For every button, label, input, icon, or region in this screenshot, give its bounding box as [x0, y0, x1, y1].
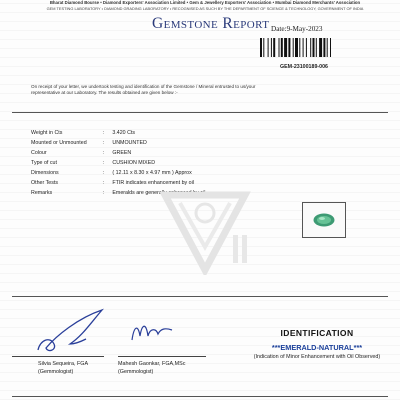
- signatory-name: Silvia Sequeira, FGA: [38, 361, 89, 367]
- signatory-role: (Gemmologist): [38, 369, 74, 375]
- letterhead-line-lab: GEM TESTING LABORATORY • DIAMOND GRADING LABORATORY • RECOGNISED AS SUCH BY THE DEPARTMENT OF SCIENCE & TECHNOLOGY, GOVERNMENT OF INDIA: [46, 5, 364, 11]
- signature-sequeira: [30, 306, 110, 356]
- gemstone-photo: [302, 202, 346, 238]
- signatory-2: [118, 360, 185, 376]
- detail-label: Colour: [31, 150, 47, 156]
- signatory-1: [38, 360, 88, 376]
- emerald-stone-icon: [303, 203, 345, 237]
- signature-gaonkar: [128, 312, 176, 348]
- divider-top: [12, 112, 388, 113]
- detail-row-weight: [31, 128, 291, 138]
- detail-colon: :: [102, 180, 104, 186]
- detail-value: CUSHION MIXED: [112, 160, 156, 166]
- detail-row-dimensions: [31, 168, 291, 178]
- divider-middle: [12, 296, 388, 297]
- detail-value: Emeralds are generally enhanced by oil: [112, 190, 206, 196]
- signature-line-1: [12, 356, 104, 357]
- signatory-name: Mahesh Gaonkar, FGA,MSc: [118, 361, 186, 367]
- identification-block: [238, 328, 396, 360]
- detail-value: FTIR indicates enhancement by oil: [112, 180, 194, 186]
- signature-line-2: [118, 356, 206, 357]
- identification-note: (Indication of Minor Enhancement with Oil Observed): [253, 354, 381, 360]
- detail-value: ( 12.11 x 8.30 x 4.97 mm ) Approx: [112, 170, 192, 176]
- detail-value: 3.420 Cts: [112, 130, 136, 136]
- detail-colon: :: [102, 130, 104, 136]
- detail-colon: :: [102, 160, 104, 166]
- detail-colon: :: [102, 140, 104, 146]
- detail-label: Type of cut: [31, 160, 57, 166]
- letterhead: [20, 0, 390, 11]
- detail-value: UNMOUNTED: [112, 140, 147, 146]
- detail-value: GREEN: [112, 150, 132, 156]
- detail-colon: :: [102, 170, 104, 176]
- detail-label: Dimensions: [31, 170, 59, 176]
- lab-emblem-watermark: [150, 185, 260, 275]
- detail-colon: :: [102, 190, 104, 196]
- detail-row-mounting: [31, 138, 291, 148]
- report-date: Date:9-May-2023: [271, 25, 323, 33]
- report-number: GEM-23100189-006: [280, 64, 328, 70]
- identification-heading: IDENTIFICATION: [280, 328, 354, 338]
- report-title: [152, 15, 269, 33]
- detail-label: Mounted or Unmounted: [31, 140, 87, 146]
- divider-bottom: [12, 396, 388, 397]
- barcode-image: [260, 38, 380, 57]
- report-title-text: Gemstone Report: [152, 15, 270, 32]
- detail-label: Other Tests: [31, 180, 58, 186]
- detail-row-cut: [31, 158, 291, 168]
- intro-paragraph: On receipt of your letter, we undertook testing and identification of the Gemstone / Mineral entrusted to us/your representative at our Laboratory. The results obtained are given below :-: [31, 84, 256, 95]
- detail-label: Remarks: [31, 190, 53, 196]
- letterhead-line-associations: Bharat Diamond Bourse • Diamond Exporters' Association Limited • Gem & Jewellery Exporters' Association • Mumbai Diamond Merchants' Association: [49, 0, 361, 5]
- identification-result: ***EMERALD-NATURAL***: [271, 343, 363, 352]
- signatory-role: (Gemmologist): [118, 369, 154, 375]
- detail-colon: :: [102, 150, 104, 156]
- detail-label: Weight in Cts: [31, 130, 63, 136]
- detail-row-colour: [31, 148, 291, 158]
